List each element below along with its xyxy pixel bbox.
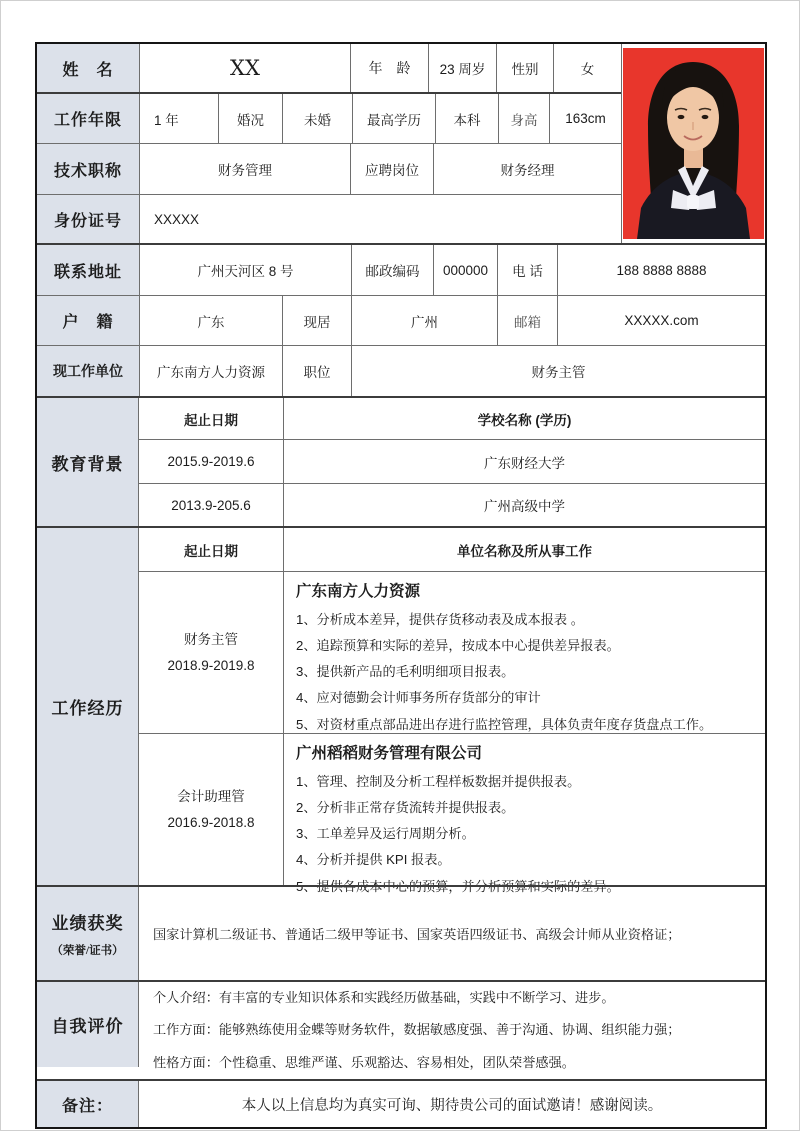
- education-row: [139, 483, 765, 526]
- id-label: 身份证号: [37, 195, 139, 243]
- selfeval-label: 自我评价: [37, 982, 139, 1067]
- work-duty: 4、应对德勤会计师事务所存货部分的审计: [296, 690, 541, 706]
- left-eye: [678, 115, 685, 119]
- education-body: [139, 398, 765, 526]
- education-header-row: [139, 398, 765, 439]
- gender-label: 性别: [496, 44, 553, 92]
- work-body: [139, 528, 765, 894]
- title-label: 技术职称: [37, 144, 139, 194]
- id-value: XXXXX: [139, 195, 621, 243]
- awards-label: [37, 887, 139, 980]
- work-entry-period: [139, 734, 283, 885]
- apply-label: 应聘岗位: [350, 144, 433, 194]
- work-entry-dates: 2018.9-2019.8: [167, 657, 255, 673]
- selfeval-section: [37, 980, 765, 1079]
- email-value: XXXXX.com: [557, 296, 765, 345]
- work-years-value: 1 年: [139, 94, 218, 143]
- remark-section: [37, 1079, 765, 1127]
- top-edu-label: 最高学历: [352, 94, 435, 143]
- row-address: [37, 243, 765, 295]
- id-photo: [623, 48, 764, 239]
- name-value: XX: [139, 44, 350, 92]
- education-school: 广州高级中学: [283, 484, 765, 526]
- education-row: [139, 439, 765, 483]
- work-entry-desc: [283, 572, 765, 733]
- work-entry-title: 财务主管: [184, 631, 238, 647]
- work-desc-header: 单位名称及所从事工作: [283, 528, 765, 571]
- education-date: 2015.9-2019.6: [167, 454, 255, 469]
- work-duty: 2、追踪预算和实际的差异，按成本中心提供差异报表。: [296, 638, 620, 654]
- residence-value: 广州: [351, 296, 497, 345]
- height-value: 163cm: [549, 94, 621, 143]
- selfeval-line: 工作方面：能够熟练使用金蝶等财务软件，数据敏感度强、善于沟通、协调、组织能力强；: [153, 1022, 681, 1038]
- work-duty: 4、分析并提供 KPI 报表。: [296, 852, 451, 868]
- height-label: 身高: [498, 94, 549, 143]
- education-label: 教育背景: [37, 398, 139, 526]
- work-entry-dates: 2016.9-2018.8: [167, 814, 255, 830]
- postcode-label: 邮政编码: [351, 245, 433, 295]
- awards-section: [37, 885, 765, 980]
- email-label: 邮箱: [497, 296, 557, 345]
- title-value: 财务管理: [139, 144, 350, 194]
- resume-table: [35, 42, 767, 1129]
- work-label: 工作经历: [37, 528, 139, 885]
- postcode-value: 000000: [433, 245, 497, 295]
- education-date: 2013.9-205.6: [171, 497, 251, 513]
- row-name: [37, 44, 621, 92]
- registry-value: 广东: [139, 296, 282, 345]
- work-company: 广州稻稻财务管理有限公司: [296, 745, 483, 762]
- education-school: 广东财经大学: [283, 440, 765, 483]
- address-label: 联系地址: [37, 245, 139, 295]
- bow-knot: [687, 195, 699, 209]
- work-years-label: 工作年限: [37, 94, 139, 143]
- photo-cell: [621, 44, 765, 243]
- registry-label: 户 籍: [37, 296, 139, 345]
- selfeval-content: [139, 982, 765, 1079]
- awards-label-main: 业绩获奖: [51, 914, 124, 933]
- top-left-rows: [37, 44, 621, 243]
- gender-value: 女: [553, 44, 621, 92]
- employer-label: 现工作单位: [37, 346, 139, 396]
- education-date-header: 起止日期: [184, 412, 238, 428]
- residence-label: 现居: [282, 296, 351, 345]
- work-entry: [139, 733, 765, 894]
- work-duty: 3、提供新产品的毛利明细项目报表。: [296, 664, 515, 680]
- education-school-header: 学校名称 (学历): [283, 398, 765, 439]
- age-label: 年 龄: [350, 44, 428, 92]
- work-duty: 5、对资材重点部品进出存进行监控管理，具体负责年度存货盘点工作。: [296, 716, 713, 732]
- row-registry: [37, 295, 765, 345]
- remark-label: 备注：: [37, 1081, 139, 1127]
- work-company: 广东南方人力资源: [296, 583, 421, 600]
- work-section: [37, 526, 765, 894]
- apply-value: 财务经理: [433, 144, 621, 194]
- work-entry-title: 会计助理管: [177, 788, 245, 804]
- awards-label-sub: （荣誉/证书）: [51, 945, 124, 957]
- top-edu-value: 本科: [435, 94, 498, 143]
- work-entry-period: [139, 572, 283, 733]
- employer-value: 广东南方人力资源: [139, 346, 282, 396]
- marital-value: 未婚: [282, 94, 352, 143]
- work-duty: 3、工单差异及运行周期分析。: [296, 826, 475, 842]
- work-duty: 1、管理、控制及分析工程样板数据并提供报表。: [296, 774, 581, 789]
- row-employer: [37, 345, 765, 396]
- work-date-header: 起止日期: [184, 543, 238, 559]
- work-entry: [139, 571, 765, 733]
- top-section: [37, 44, 765, 243]
- position-value: 财务主管: [351, 346, 765, 396]
- address-value: 广州天河区 8 号: [139, 245, 351, 295]
- row-work-years: [37, 92, 621, 143]
- remark-content: 本人以上信息均为真实可询、期待贵公司的面试邀请！感谢阅读。: [241, 1097, 663, 1114]
- work-duty: 1、分析成本差异，提供存货移动表及成本报表 。: [296, 612, 584, 627]
- marital-label: 婚况: [218, 94, 282, 143]
- name-label: 姓 名: [37, 44, 139, 92]
- position-label: 职位: [282, 346, 351, 396]
- work-header-row: [139, 528, 765, 571]
- row-title: [37, 143, 621, 194]
- right-eye: [702, 115, 709, 119]
- work-entry-desc: [283, 734, 765, 894]
- education-section: [37, 396, 765, 526]
- work-duty: 5、提供各成本中心的预算，并分析预算和实际的差异。: [296, 878, 620, 894]
- selfeval-line: 性格方面：个性稳重、思维严谨、乐观豁达、容易相处，团队荣誉感强。: [153, 1054, 575, 1070]
- work-duty: 2、分析非正常存货流转并提供报表。: [296, 800, 515, 816]
- row-id: [37, 194, 621, 243]
- awards-content: 国家计算机二级证书、普通话二级甲等证书、国家英语四级证书、高级会计师从业资格证；: [153, 927, 681, 942]
- selfeval-line: 个人介绍：有丰富的专业知识体系和实践经历做基础，实践中不断学习、进步。: [153, 990, 615, 1005]
- phone-value: 188 8888 8888: [557, 245, 765, 295]
- phone-label: 电 话: [497, 245, 557, 295]
- age-value: 23 周岁: [428, 44, 496, 92]
